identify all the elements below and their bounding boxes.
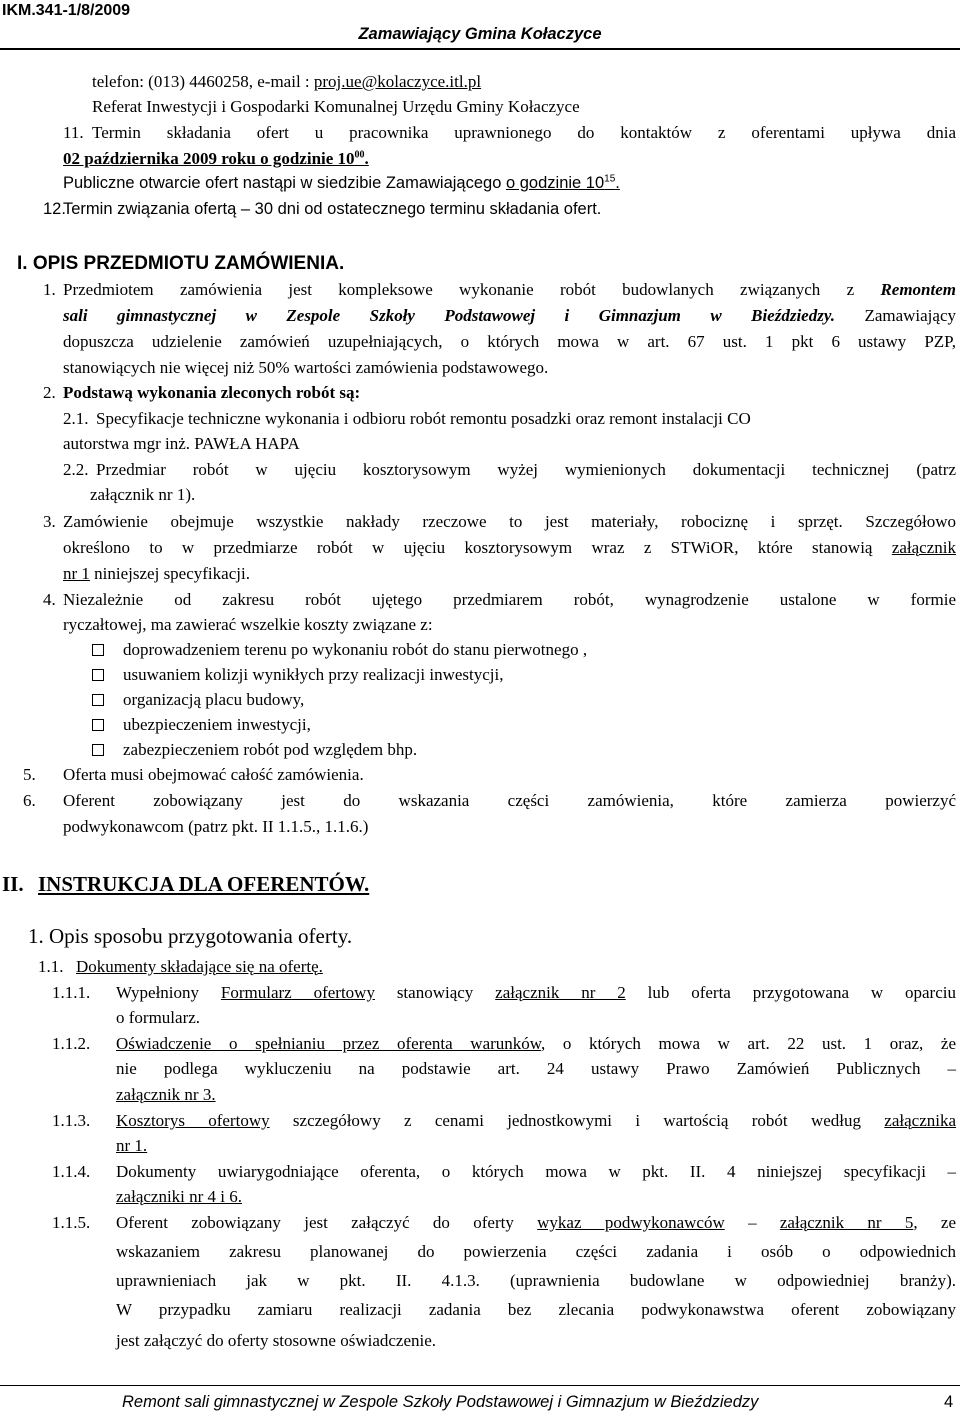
s1-item21-line1: Specyfikacje techniczne wykonania i odbioru robót remontu posadzki oraz remont instalacji CO xyxy=(96,409,751,428)
section-1-title: I. OPIS PRZEDMIOTU ZAMÓWIENIA. xyxy=(17,253,345,274)
bullet-checkbox-icon xyxy=(92,719,104,731)
subsection-1-title: 1. Opis sposobu przygotowania oferty. xyxy=(28,924,353,948)
s2-113-line1: Kosztorys ofertowy szczegółowy z cenami jednostkowymi i wartością robót według załącznika xyxy=(116,1111,957,1130)
email-link[interactable]: proj.ue@kolaczyce.itl.pl xyxy=(313,72,482,91)
section-2-number: II. xyxy=(2,872,24,896)
s2-11-title: Dokumenty składające się na ofertę. xyxy=(76,957,323,976)
s1-item4-line1: Niezależnie od zakresu robót ujętego przedmiarem robót, wynagrodzenie ustalone w formie xyxy=(63,590,956,609)
s2-115-line5: jest załączyć do oferty stosowne oświadczenie. xyxy=(116,1331,437,1350)
deadline-minutes: 00 xyxy=(354,149,365,161)
s1-item2-number: 2. xyxy=(43,383,56,402)
s2-112-line1: Oświadczenie o spełnianiu przez oferenta warunków, o których mowa w art. 22 ust. 1 oraz, że xyxy=(116,1034,956,1053)
s2-115-number: 1.1.5. xyxy=(52,1213,91,1232)
s2-113-line2: nr 1. xyxy=(116,1136,148,1155)
deadline-text: 02 października 2009 roku o godzinie 10 xyxy=(63,149,355,168)
s1-item2-text: Podstawą wykonania zleconych robót są: xyxy=(63,383,361,402)
s2-112-line3: załącznik nr 3. xyxy=(116,1085,216,1104)
bullet-checkbox-icon xyxy=(92,744,104,756)
cost-bullet: doprowadzeniem terenu po wykonaniu robót do stanu pierwotnego , xyxy=(123,640,588,659)
item-12-text: Termin związania ofertą – 30 dni od ostatecznego terminu składania ofert. xyxy=(63,200,602,218)
s1-item21-line2: autorstwa mgr inż. PAWŁA HAPA xyxy=(63,434,300,453)
footer-rule xyxy=(0,1385,960,1386)
s2-111-number: 1.1.1. xyxy=(52,983,91,1002)
phone-text: telefon: (013) 4460258, e-mail : xyxy=(92,72,314,91)
deadline-dot: . xyxy=(364,149,369,168)
item-11-number: 11. xyxy=(63,123,84,142)
s1-item1-line1: Przedmiotem zamówienia jest kompleksowe wykonanie robót budowlanych związanych z Remontem xyxy=(63,280,956,299)
attachment-1-link: załącznik xyxy=(891,538,956,557)
s2-11-number: 1.1. xyxy=(38,957,64,976)
s1-item1-line2: sali gimnastycznej w Zespole Szkoły Podstawowej i Gimnazjum w Bieździedzy. Zamawiający xyxy=(63,306,956,325)
phone-line xyxy=(92,69,481,95)
s2-115-line2: wskazaniem zakresu planowanej do powierzenia części zadania i osób o odpowiednich xyxy=(116,1242,956,1261)
s1-item3-line3: nr 1 niniejszej specyfikacji. xyxy=(63,564,250,583)
s2-111-line2: o formularz. xyxy=(116,1008,201,1027)
cost-bullet: zabezpieczeniem robót pod względem bhp. xyxy=(123,740,418,759)
s2-115-line4: W przypadku zamiaru realizacji zadania bez zlecania podwykonawstwa oferent zobowiązany xyxy=(116,1300,956,1319)
section-2-title: INSTRUKCJA DLA OFERENTÓW. xyxy=(38,872,370,896)
bullet-checkbox-icon xyxy=(92,644,104,656)
s1-item1-number: 1. xyxy=(43,280,56,299)
s1-item4-number: 4. xyxy=(43,590,56,609)
s1-item22-number: 2.2. xyxy=(63,460,89,479)
cost-bullet: usuwaniem kolizji wynikłych przy realizacji inwestycji, xyxy=(123,665,504,684)
document-id: IKM.341-1/8/2009 xyxy=(2,2,131,19)
s1-item3-number: 3. xyxy=(43,512,56,531)
s1-item1-line3: dopuszcza udzielenie zamówień uzupełniających, o których mowa w art. 67 ust. 1 pkt 6 ustawy PZP, xyxy=(63,332,956,351)
s1-item6-line2: podwykonawcom (patrz pkt. II 1.1.5., 1.1.6.) xyxy=(63,817,369,836)
item-11-deadline xyxy=(63,146,369,172)
page-number: 4 xyxy=(944,1393,954,1411)
s1-item1-line4: stanowiących nie więcej niż 50% wartości zamówienia podstawowego. xyxy=(63,358,549,377)
department-line: Referat Inwestycji i Gospodarki Komunalnej Urzędu Gminy Kołaczyce xyxy=(92,97,580,116)
bullet-checkbox-icon xyxy=(92,694,104,706)
opening-text: Publiczne otwarcie ofert nastąpi w siedzibie Zamawiającego xyxy=(63,174,506,192)
cost-bullet: organizacją placu budowy, xyxy=(123,690,305,709)
s2-114-line2: załączniki nr 4 i 6. xyxy=(116,1187,243,1206)
s2-114-line1: Dokumenty uwiarygodniające oferenta, o których mowa w pkt. II. 4 niniejszej specyfikacji – xyxy=(116,1162,956,1181)
s1-item5-text: Oferta musi obejmować całość zamówienia. xyxy=(63,765,364,784)
item-11-line1: Termin składania ofert u pracownika uprawnionego do kontaktów z oferentami upływa dnia xyxy=(92,123,956,142)
s1-item6-line1: Oferent zobowiązany jest do wskazania części zamówienia, które zamierza powierzyć xyxy=(63,791,956,810)
bullet-checkbox-icon xyxy=(92,669,104,681)
s2-114-number: 1.1.4. xyxy=(52,1162,91,1181)
s2-112-number: 1.1.2. xyxy=(52,1034,91,1053)
footer-title: Remont sali gimnastycznej w Zespole Szkoły Podstawowej i Gimnazjum w Bieździedzy xyxy=(122,1393,759,1411)
s2-112-line2: nie podlega wykluczeniu na podstawie art. 24 ustawy Prawo Zamówień Publicznych – xyxy=(116,1059,956,1078)
s1-item22-line1: Przedmiar robót w ujęciu kosztorysowym wyżej wymienionych dokumentacji technicznej (patrz xyxy=(96,460,956,479)
s1-item6-number: 6. xyxy=(23,791,36,810)
s2-111-line1: Wypełniony Formularz ofertowy stanowiący załącznik nr 2 lub oferta przygotowana w oparciu xyxy=(116,983,956,1002)
s2-115-line1: Oferent zobowiązany jest załączyć do oferty wykaz podwykonawców – załącznik nr 5, ze xyxy=(116,1213,957,1232)
item-11-opening xyxy=(63,171,620,197)
s2-113-number: 1.1.3. xyxy=(52,1111,91,1130)
s1-item4-line2: ryczałtowej, ma zawierać wszelkie koszty związane z: xyxy=(63,615,433,634)
s1-item3-line1: Zamówienie obejmuje wszystkie nakłady rzeczowe to jest materiały, robociznę i sprzęt. Szczegółowo xyxy=(63,512,956,531)
header-rule xyxy=(0,48,960,50)
s1-item22-line2: załącznik nr 1). xyxy=(90,485,196,504)
s1-item3-line2: określono to w przedmiarze robót w ujęciu kosztorysowym wraz z STWiOR, które stanowią załącznik xyxy=(63,538,956,557)
item-12-number: 12. xyxy=(43,200,66,218)
cost-bullet: ubezpieczeniem inwestycji, xyxy=(123,715,311,734)
s1-item5-number: 5. xyxy=(23,765,36,784)
s2-115-line3: uprawnieniach jak w pkt. II. 4.1.3. (uprawnienia budowlane w odpowiedniej branży). xyxy=(116,1271,956,1290)
s1-item21-number: 2.1. xyxy=(63,409,89,428)
ordering-party: Zamawiający Gmina Kołaczyce xyxy=(358,25,602,43)
opening-time: o godzinie $10^{15}$. xyxy=(505,173,620,192)
